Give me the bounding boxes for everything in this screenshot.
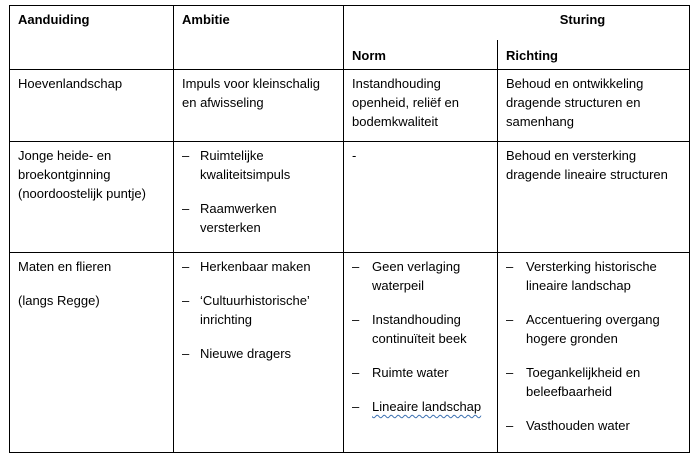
header-row (10, 6, 690, 41)
header-richting: Richting (498, 40, 690, 70)
cell-richting (498, 142, 690, 253)
richting-text: Behoud en ontwikkeling dragende structuren en samenhang (506, 76, 644, 129)
cell-aanduiding (10, 253, 174, 453)
table-row (10, 70, 690, 142)
aanduiding-subtext: (langs Regge) (18, 293, 100, 308)
table-row (10, 253, 690, 453)
header-aanduiding: Aanduiding (10, 6, 174, 70)
cell-aanduiding (10, 142, 174, 253)
aanduiding-text: Maten en flieren (18, 259, 112, 274)
list-item: – Herkenbaar maken (182, 257, 335, 276)
header-norm: Norm (344, 40, 498, 70)
list-item: – Instandhouding continuïteit beek (352, 310, 489, 348)
norm-list (352, 257, 489, 416)
header-ambitie: Ambitie (174, 6, 344, 70)
cell-ambitie (174, 142, 344, 253)
list-item: – Vasthouden water (506, 416, 681, 435)
cell-norm (344, 253, 498, 453)
cell-norm (344, 142, 498, 253)
list-item: – Versterking historische lineaire landschap (506, 257, 681, 295)
list-item: – Raamwerken versterken (182, 199, 335, 237)
list-item: – Geen verlaging waterpeil (352, 257, 489, 295)
spellcheck-underlined-text: Lineaire landschap (372, 399, 482, 414)
cell-aanduiding (10, 70, 174, 142)
cell-norm (344, 70, 498, 142)
sturing-table (9, 5, 690, 453)
list-item: – Accentuering overgang hogere gronden (506, 310, 681, 348)
cell-ambitie (174, 253, 344, 453)
list-item (352, 397, 489, 416)
norm-text: Instandhouding openheid, reliëf en bodemkwaliteit (352, 76, 459, 129)
list-item: – Ruimte water (352, 363, 489, 382)
norm-text: - (352, 148, 357, 163)
ambitie-text: Impuls voor kleinschalig en afwisseling (182, 76, 321, 110)
cell-richting (498, 70, 690, 142)
cell-ambitie (174, 70, 344, 142)
list-item: – Ruimtelijke kwaliteitsimpuls (182, 146, 335, 184)
list-item: – ‘Cultuurhistorische’ inrichting (182, 291, 335, 329)
ambitie-list (182, 146, 335, 237)
ambitie-list (182, 257, 335, 363)
cell-richting (498, 253, 690, 453)
richting-list (506, 257, 681, 435)
table-row (10, 142, 690, 253)
list-item: – Nieuwe dragers (182, 344, 335, 363)
list-item: – Toegankelijkheid en beleefbaarheid (506, 363, 681, 401)
header-sturing: Sturing (344, 6, 690, 41)
aanduiding-text: Hoevenlandschap (18, 76, 123, 91)
aanduiding-text: Jonge heide- en broekontginning (noordoostelijk puntje) (18, 148, 146, 201)
richting-text: Behoud en versterking dragende lineaire structuren (506, 148, 668, 182)
